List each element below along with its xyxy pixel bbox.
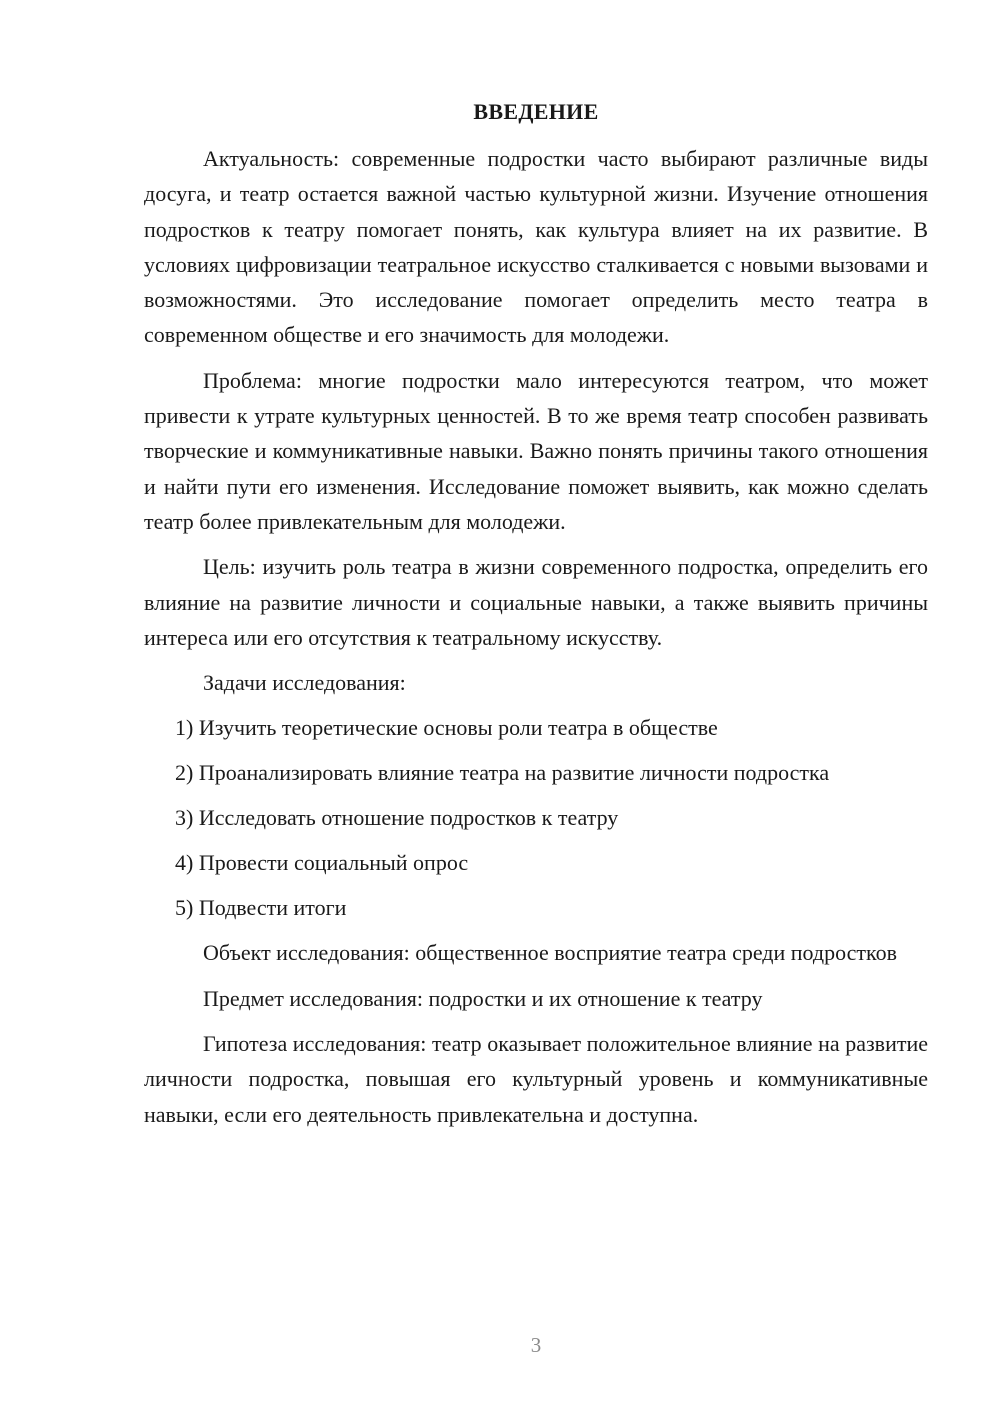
list-item-text: Изучить теоретические основы роли театра в обществе xyxy=(198,715,718,741)
paragraph-relevance: Актуальность: современные подростки часто выбирают различные виды досуга, и театр остается важной частью культурной жизни. Изучение отношения подростков к театру помогает понять, как культура влияет на их развитие. В условиях цифровизации театральное искусство сталкивается с новыми вызовами и возможностями. Это исследование помогает определить место театра в современном обществе и его значимость для молодежи. xyxy=(144,146,928,348)
list-item-number: 5) xyxy=(175,895,194,921)
list-item-text: Провести социальный опрос xyxy=(198,850,469,876)
list-item xyxy=(144,890,928,925)
paragraph-subject: Предмет исследования: подростки и их отношение к театру xyxy=(203,985,763,1011)
list-item xyxy=(144,800,928,835)
list-item-text: Подвести итоги xyxy=(198,895,347,921)
list-item-number: 2) xyxy=(175,760,194,786)
list-item-number: 1) xyxy=(175,715,194,741)
list-item-number: 4) xyxy=(175,850,194,876)
list-item-number: 3) xyxy=(175,805,194,831)
paragraph-problem: Проблема: многие подростки мало интересуются театром, что может привести к утрате культурных ценностей. В то же время театр способен развивать творческие и коммуникативные навыки. Важно понять причины такого отношения и найти пути его изменения. Исследование поможет выявить, как можно сделать театр более привлекательным для молодежи. xyxy=(144,367,928,534)
list-item xyxy=(144,845,928,880)
tasks-heading: Задачи исследования: xyxy=(203,670,406,696)
page-number: 3 xyxy=(530,1333,542,1357)
list-item xyxy=(144,755,928,790)
paragraph-object: Объект исследования: общественное восприятие театра среди подростков xyxy=(203,940,897,966)
tasks-list xyxy=(144,710,928,925)
paragraph-hypothesis: Гипотеза исследования: театр оказывает положительное влияние на развитие личности подростка, повышая его культурный уровень и коммуникативные навыки, если его деятельность привлекательна и доступна. xyxy=(144,1031,928,1127)
page-title: ВВЕДЕНИЕ xyxy=(473,99,599,124)
paragraph-goal: Цель: изучить роль театра в жизни современного подростка, определить его влияние на развитие личности и социальные навыки, а также выявить причины интереса или его отсутствия к театральному искусству. xyxy=(144,554,928,650)
list-item xyxy=(144,710,928,745)
list-item-text: Исследовать отношение подростков к театру xyxy=(198,805,619,831)
document-page xyxy=(144,94,928,1142)
list-item-text: Проанализировать влияние театра на развитие личности подростка xyxy=(198,760,830,786)
